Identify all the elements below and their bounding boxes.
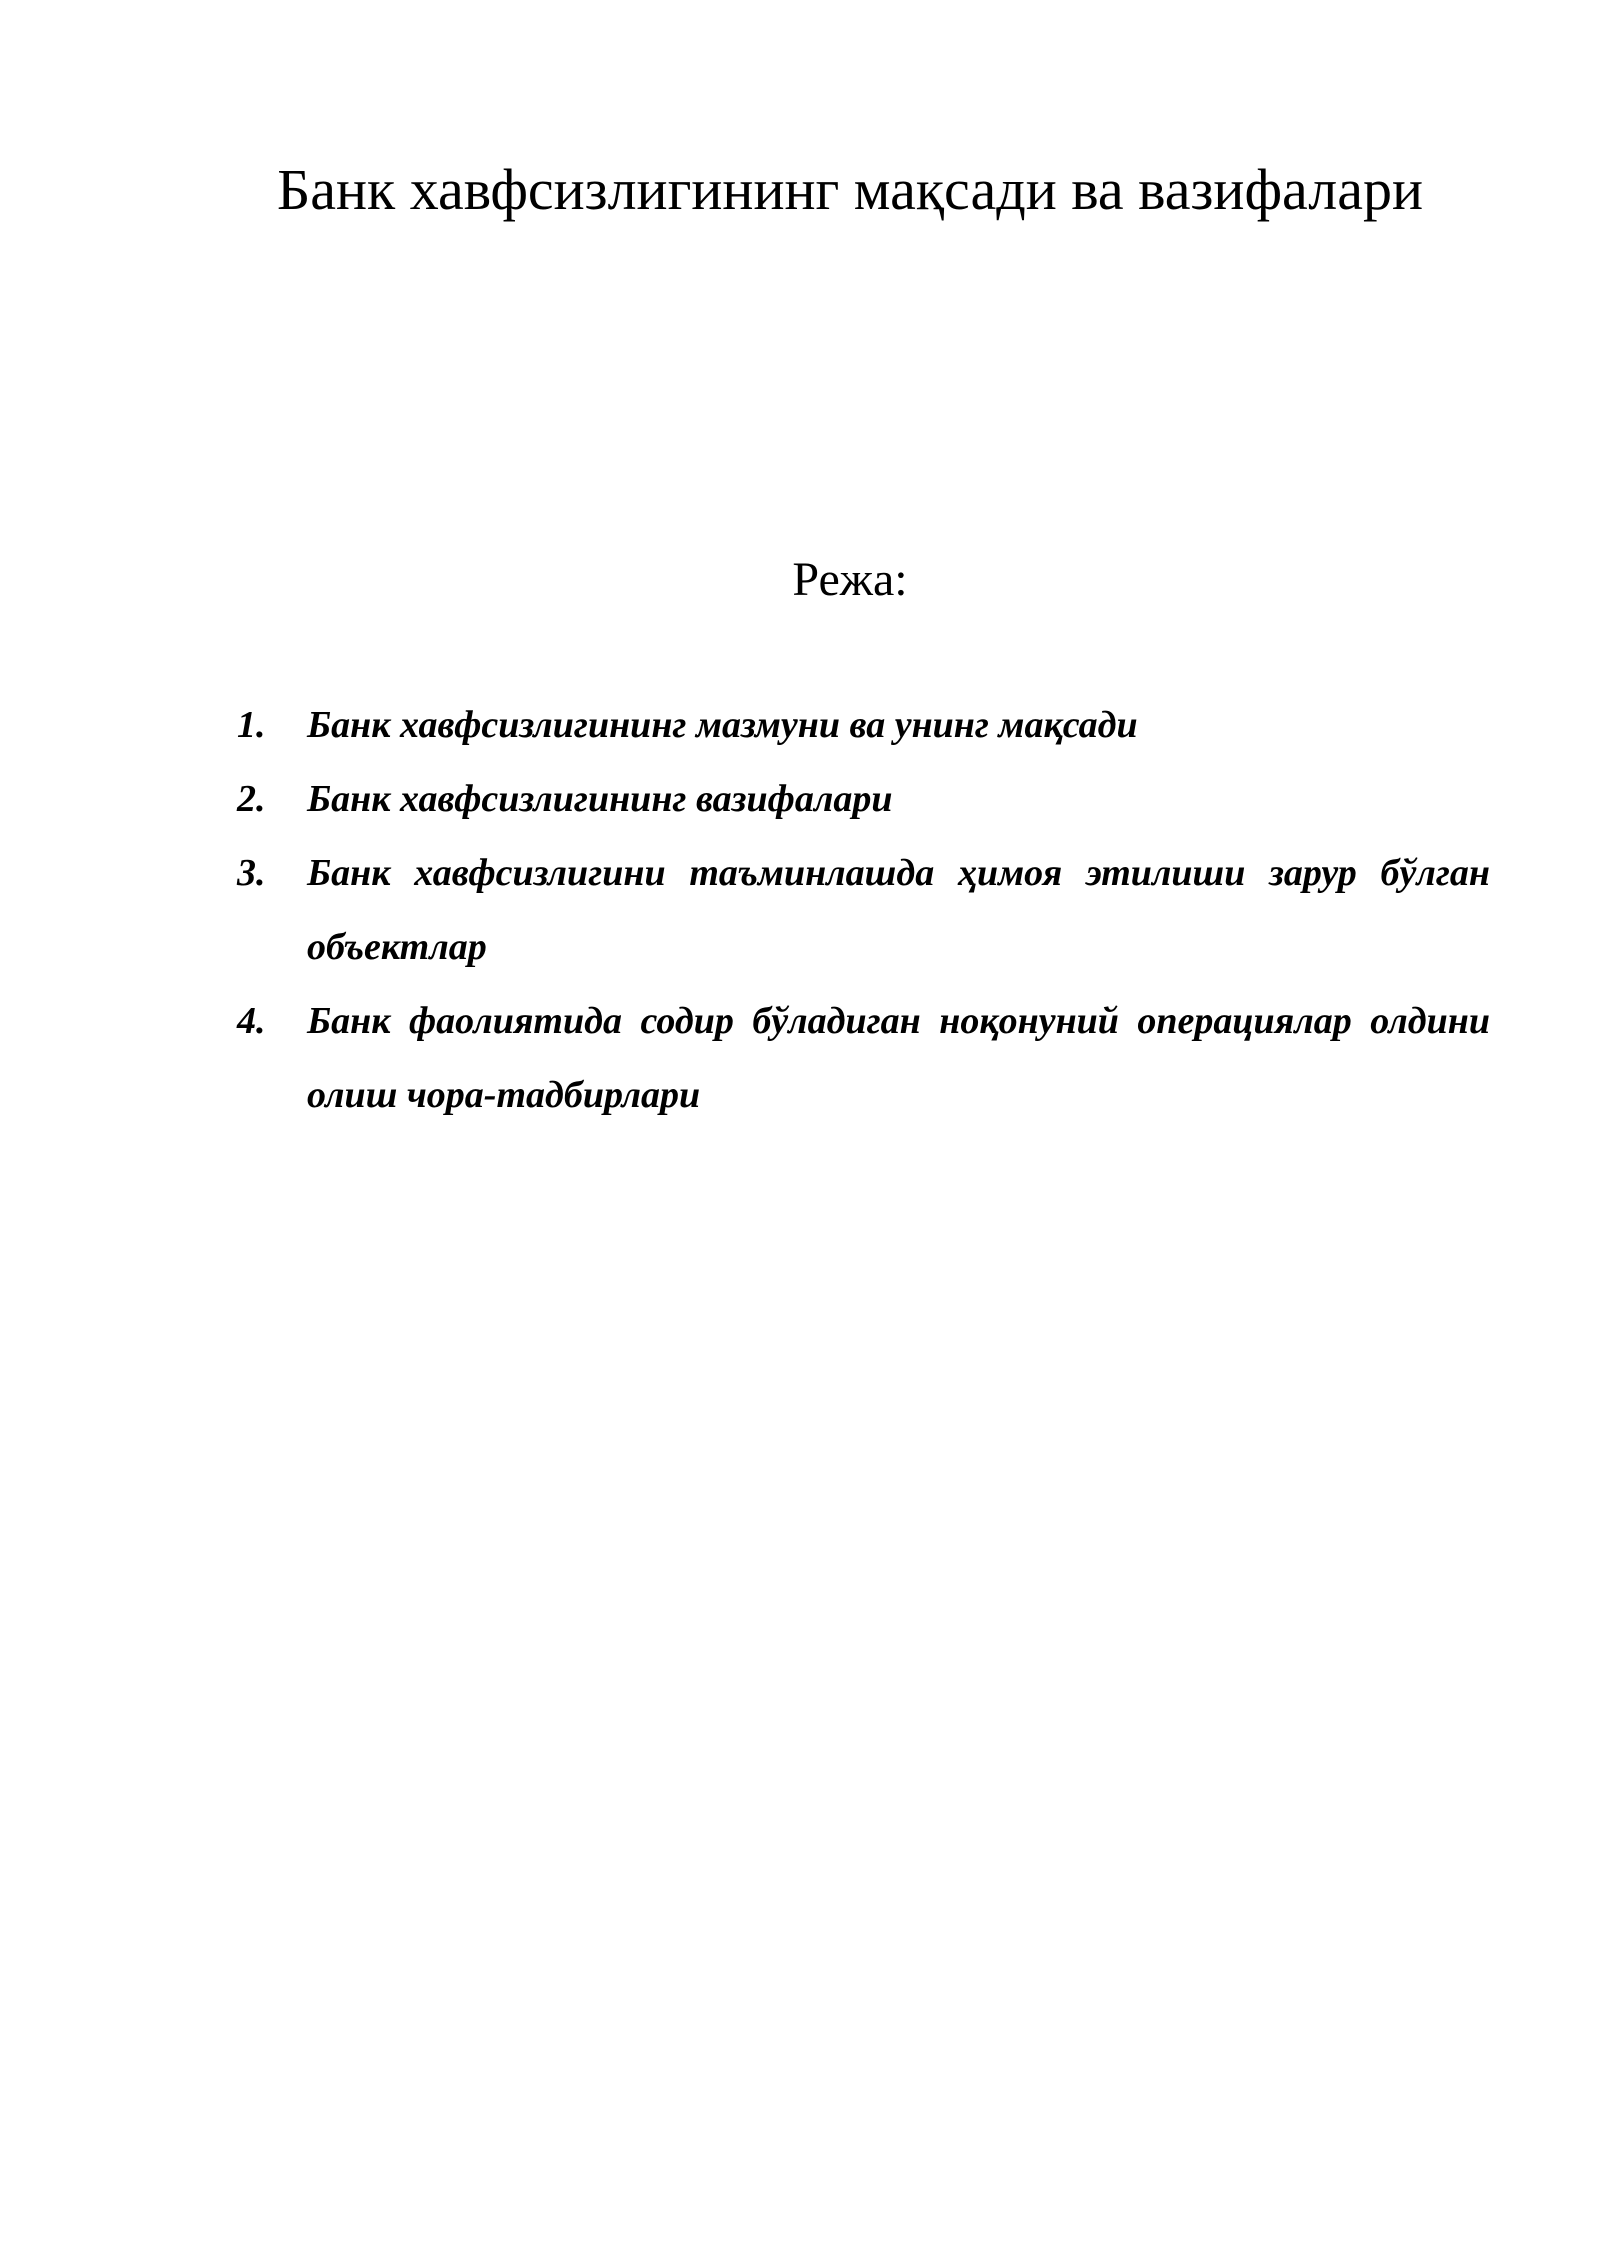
plan-item-text: Банк фаолиятида содир бўладиган ноқонуний операциялар олдини олиш чора-тадбирлари xyxy=(307,1000,1490,1116)
plan-list xyxy=(237,688,1490,1132)
plan-item-number: 4. xyxy=(237,1000,266,1042)
document-title: Банк хавфсизлигининг мақсади ва вазифалари xyxy=(276,157,1424,222)
plan-item-4 xyxy=(237,984,1490,1132)
plan-item-text: Банк хавфсизлигини таъминлашда ҳимоя этилиши зарур бўлган объектлар xyxy=(307,852,1490,968)
plan-item-number: 2. xyxy=(237,778,266,820)
plan-item-2 xyxy=(237,762,1490,836)
plan-item-number: 3. xyxy=(237,852,266,894)
plan-item-number: 1. xyxy=(237,704,266,746)
plan-item-text: Банк хавфсизлигининг мазмуни ва унинг мақсади xyxy=(307,704,1138,746)
plan-item-1 xyxy=(237,688,1490,762)
plan-heading: Режа: xyxy=(792,553,908,606)
plan-item-3 xyxy=(237,836,1490,984)
plan-item-text: Банк хавфсизлигининг вазифалари xyxy=(307,778,893,820)
